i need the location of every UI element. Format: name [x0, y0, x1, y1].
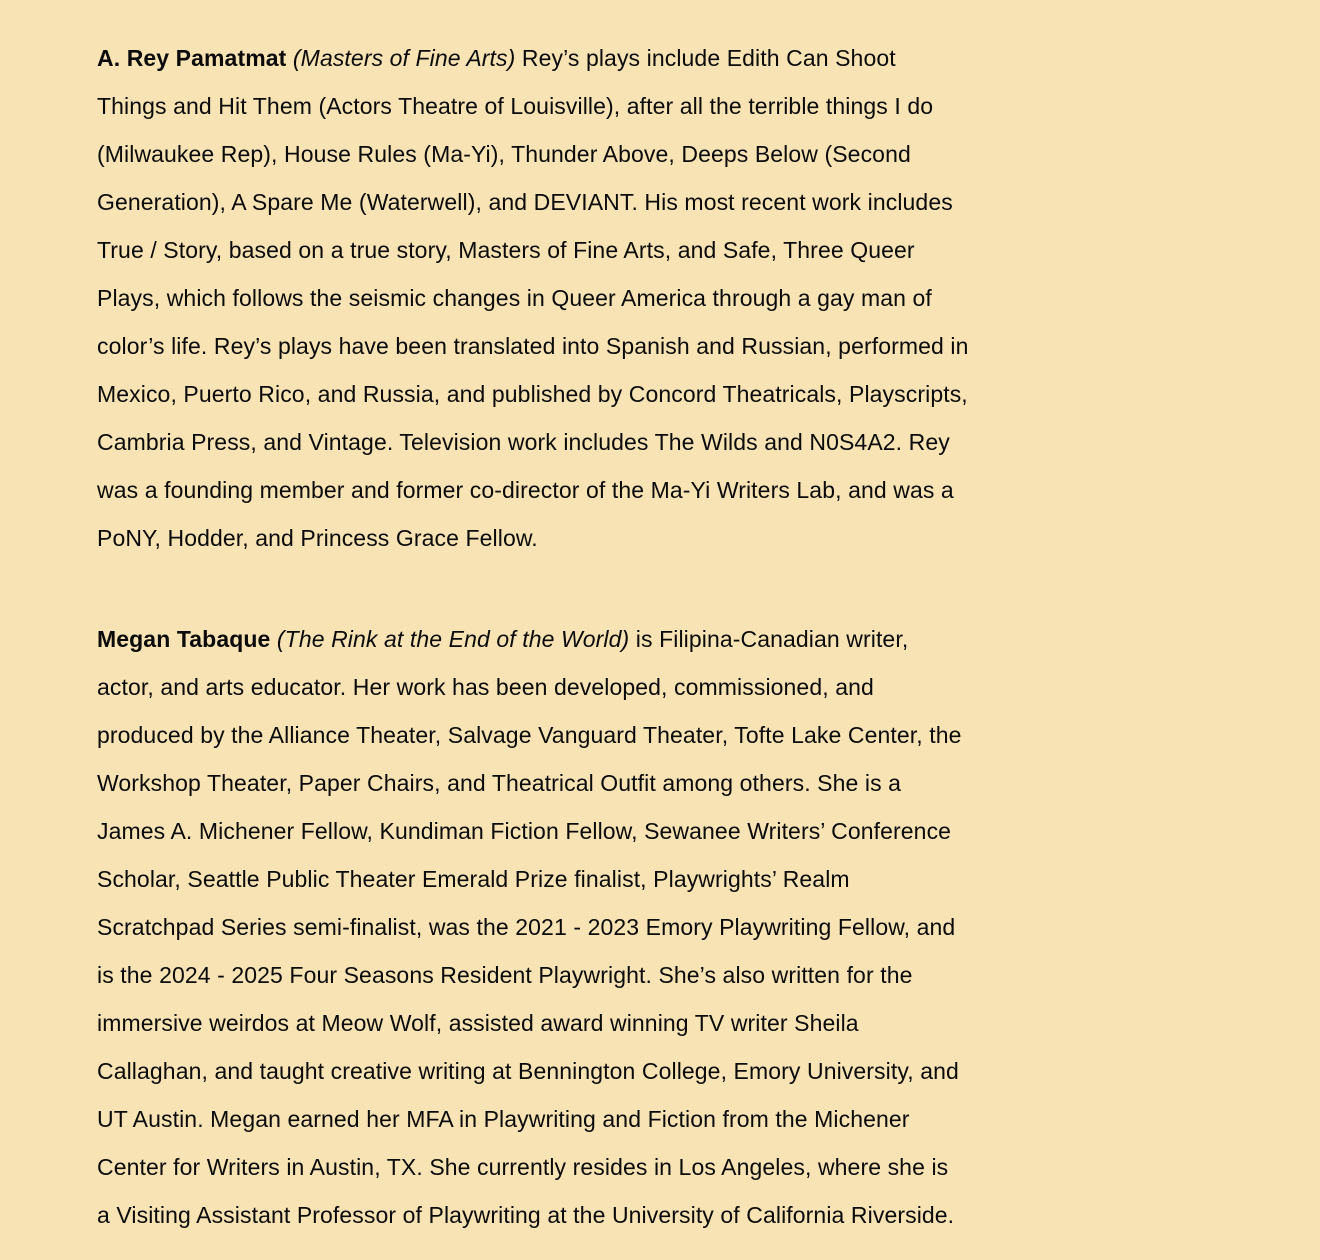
text-line [97, 370, 1230, 418]
text-run: is Filipina-Canadian writer, [629, 626, 909, 652]
text-line [97, 466, 1230, 514]
text-line [97, 34, 1230, 82]
text-run: Things and Hit Them (Actors Theatre of Louisville), after all the terrible things I do [97, 93, 934, 119]
text-line [97, 226, 1230, 274]
text-run: Rey’s plays include Edith Can Shoot [515, 45, 896, 71]
text-run: Scholar, Seattle Public Theater Emerald Prize finalist, Playwrights’ Realm [97, 866, 850, 892]
author-name: Megan Tabaque [97, 626, 271, 652]
text-run: UT Austin. Megan earned her MFA in Playwriting and Fiction from the Michener [97, 1106, 910, 1132]
text-run: Mexico, Puerto Rico, and Russia, and published by Concord Theatricals, Playscripts, [97, 381, 968, 407]
text-run: Center for Writers in Austin, TX. She currently resides in Los Angeles, where she is [97, 1154, 949, 1180]
text-line [97, 514, 1230, 562]
text-run: Cambria Press, and Vintage. Television work includes The Wilds and N0S4A2. Rey [97, 429, 950, 455]
play-title: (Masters of Fine Arts) [292, 45, 516, 71]
text-run: James A. Michener Fellow, Kundiman Fiction Fellow, Sewanee Writers’ Conference [97, 818, 952, 844]
text-run: (Milwaukee Rep), House Rules (Ma-Yi), Thunder Above, Deeps Below (Second [97, 141, 911, 167]
text-line [97, 1143, 1230, 1191]
text-run: Generation), A Spare Me (Waterwell), and DEVIANT. His most recent work includes [97, 189, 953, 215]
text-line [97, 418, 1230, 466]
text-line [97, 999, 1230, 1047]
text-line [97, 1047, 1230, 1095]
text-line [97, 178, 1230, 226]
text-line [97, 855, 1230, 903]
text-run: Scratchpad Series semi-finalist, was the 2021 - 2023 Emory Playwriting Fellow, and [97, 914, 956, 940]
text-line [97, 274, 1230, 322]
text-line [97, 759, 1230, 807]
text-line [97, 903, 1230, 951]
text-run: actor, and arts educator. Her work has been developed, commissioned, and [97, 674, 874, 700]
text-run: is the 2024 - 2025 Four Seasons Resident Playwright. She’s also written for the [97, 962, 913, 988]
text-run: Workshop Theater, Paper Chairs, and Theatrical Outfit among others. She is a [97, 770, 902, 796]
text-line [97, 711, 1230, 759]
text-line [97, 951, 1230, 999]
text-run: immersive weirdos at Meow Wolf, assisted award winning TV writer Sheila [97, 1010, 859, 1036]
text-run: produced by the Alliance Theater, Salvage Vanguard Theater, Tofte Lake Center, the [97, 722, 962, 748]
text-line [97, 1191, 1230, 1239]
bio-entry-a-rey-pamatmat [97, 34, 1230, 562]
text-run: Callaghan, and taught creative writing at Bennington College, Emory University, and [97, 1058, 959, 1084]
bio-entry-megan-tabaque [97, 615, 1230, 1239]
text-run: a Visiting Assistant Professor of Playwriting at the University of California Riverside. [97, 1202, 955, 1228]
play-title: (The Rink at the End of the World) [276, 626, 630, 652]
author-name: A. Rey Pamatmat [97, 45, 287, 71]
text-run: color’s life. Rey’s plays have been translated into Spanish and Russian, performed in [97, 333, 969, 359]
text-run: PoNY, Hodder, and Princess Grace Fellow. [97, 525, 538, 551]
text-run: Plays, which follows the seismic changes in Queer America through a gay man of [97, 285, 932, 311]
text-line [97, 615, 1230, 663]
text-line [97, 1095, 1230, 1143]
text-line [97, 82, 1230, 130]
text-line [97, 130, 1230, 178]
text-line [97, 663, 1230, 711]
text-run: True / Story, based on a true story, Masters of Fine Arts, and Safe, Three Queer [97, 237, 915, 263]
text-run: was a founding member and former co-director of the Ma-Yi Writers Lab, and was a [97, 477, 954, 503]
text-line [97, 807, 1230, 855]
text-line [97, 322, 1230, 370]
